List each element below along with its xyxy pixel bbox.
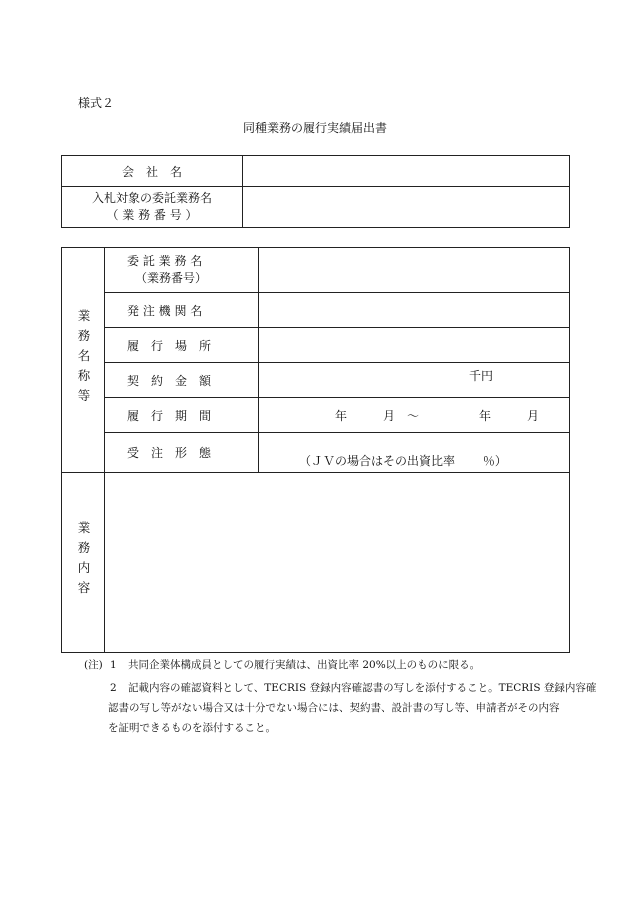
row-client-label: 発 注 機 関 名 — [105, 293, 259, 328]
note-2-text-line1: 記載内容の確認資料として、TECRIS 登録内容確認書の写しを添付すること。TECRIS 登録内容確 — [128, 682, 597, 694]
row-location-field[interactable] — [259, 328, 570, 363]
section-task-content-label: 業務内容 — [62, 473, 105, 653]
row-location-label: 履 行 場 所 — [105, 328, 259, 363]
jv-ratio-note: （ＪＶの場合はその出資比率 ％） — [299, 454, 507, 468]
company-table — [61, 155, 570, 228]
row-task-name-field[interactable] — [259, 248, 570, 293]
form-number: 様式２ — [78, 96, 115, 110]
company-name-label: 会 社 名 — [62, 156, 243, 187]
note-2-number: 2 — [110, 682, 117, 694]
row-period-field[interactable] — [259, 398, 570, 433]
notes-prefix: (注) — [84, 659, 103, 671]
amount-unit: 千円 — [469, 369, 494, 383]
section-task-name-label: 業務名称等 — [62, 248, 105, 473]
bid-task-field[interactable] — [243, 187, 570, 228]
row-amount-label: 契 約 金 額 — [105, 363, 259, 398]
note-1-number: 1 — [110, 659, 117, 671]
row-task-name-label: 委 託 業 務 名 （業務番号） — [105, 248, 259, 293]
note-1-text: 共同企業体構成員としての履行実績は、出資比率 20%以上のものに限る。 — [128, 659, 481, 671]
row-client-field[interactable] — [259, 293, 570, 328]
period-template: 年 月 ～ 年 月 — [335, 408, 540, 423]
bid-task-label: 入札対象の委託業務名 （ 業 務 番 号 ） — [62, 187, 243, 228]
performance-table — [61, 247, 570, 653]
row-amount-field[interactable] — [259, 363, 570, 398]
company-name-field[interactable] — [243, 156, 570, 187]
row-order-type-field[interactable] — [259, 433, 570, 473]
page-title: 同種業務の履行実績届出書 — [242, 121, 387, 135]
task-content-field[interactable] — [105, 473, 570, 653]
note-2-text-line3: を証明できるものを添付すること。 — [108, 722, 276, 734]
row-period-label: 履 行 期 間 — [105, 398, 259, 433]
row-order-type-label: 受 注 形 態 — [105, 433, 259, 473]
note-2-text-line2: 認書の写し等がない場合又は十分でない場合には、契約書、設計書の写し等、申請者がその内容 — [108, 702, 560, 714]
